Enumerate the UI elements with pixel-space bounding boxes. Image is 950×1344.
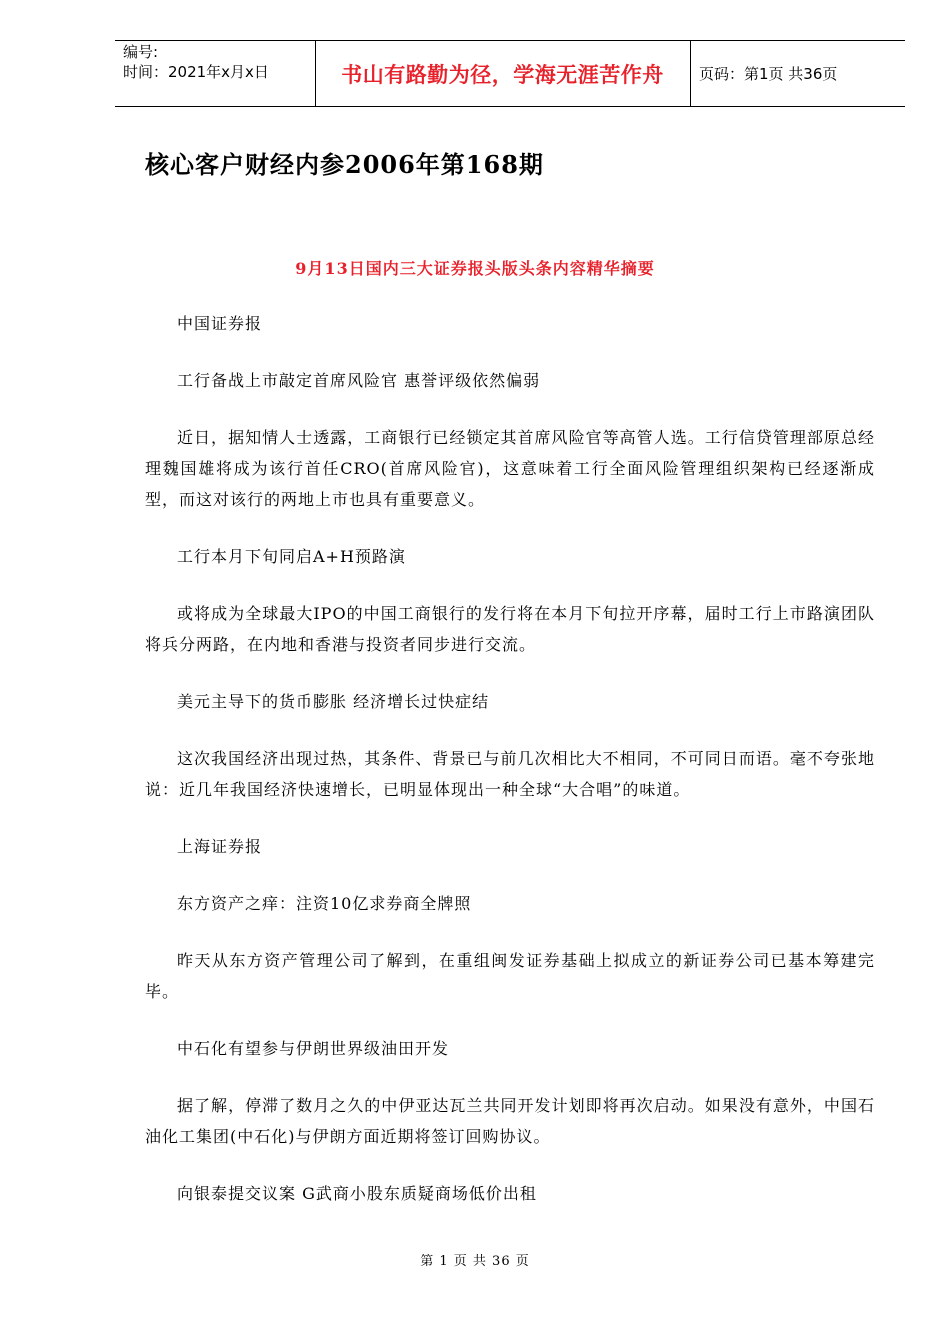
- article-headline: 向银泰提交议案 G武商小股东质疑商场低价出租: [177, 1184, 537, 1203]
- header-meta: [115, 41, 315, 106]
- article-headline: 工行本月下旬同启A+H预路演: [177, 547, 406, 566]
- document-title: 核心客户财经内参2006年第168期: [145, 150, 544, 179]
- document-body: [145, 308, 875, 1235]
- section-heading: 中国证券报: [177, 314, 263, 333]
- article-headline: 工行备战上市敲定首席风险官 惠誉评级依然偏弱: [177, 371, 541, 390]
- header-motto: 书山有路勤为径，学海无涯苦作舟: [341, 62, 664, 87]
- article-paragraph: 或将成为全球最大IPO的中国工商银行的发行将在本月下旬拉开序幕，届时工行上市路演团队将兵分两路，在内地和香港与投资者同步进行交流。: [145, 604, 875, 654]
- article-headline: 中石化有望参与伊朗世界级油田开发: [177, 1039, 450, 1058]
- page-footer: 第 1 页 共 36 页: [420, 1254, 530, 1269]
- document-time-label: 时间：2021年x月x日: [123, 63, 269, 81]
- article-headline: 东方资产之痒：注资10亿求券商全牌照: [177, 894, 472, 913]
- article-headline: 美元主导下的货币膨胀 经济增长过快症结: [177, 692, 490, 711]
- page-header: [115, 40, 905, 107]
- article-paragraph: 据了解，停滞了数月之久的中伊亚达瓦兰共同开发计划即将再次启动。如果没有意外，中国石油化工集团(中石化)与伊朗方面近期将签订回购协议。: [145, 1096, 875, 1146]
- section-heading: 上海证券报: [177, 837, 263, 856]
- article-paragraph: 这次我国经济出现过热，其条件、背景已与前几次相比大不相同，不可同日而语。毫不夸张地说：近几年我国经济快速增长，已明显体现出一种全球“大合唱”的味道。: [145, 749, 875, 799]
- document-subtitle: 9月13日国内三大证券报头版头条内容精华摘要: [295, 259, 655, 278]
- article-paragraph: 近日，据知情人士透露，工商银行已经锁定其首席风险官等高管人选。工行信贷管理部原总经理魏国雄将成为该行首任CRO(首席风险官)，这意味着工行全面风险管理组织架构已经逐渐成型，而这对该行的两地上市也具有重要意义。: [145, 428, 875, 509]
- article-paragraph: 昨天从东方资产管理公司了解到，在重组闽发证券基础上拟成立的新证券公司已基本筹建完毕。: [145, 951, 875, 1001]
- document-number-label: 编号:: [123, 43, 159, 61]
- header-page-info: 页码：第1页 共36页: [699, 65, 838, 83]
